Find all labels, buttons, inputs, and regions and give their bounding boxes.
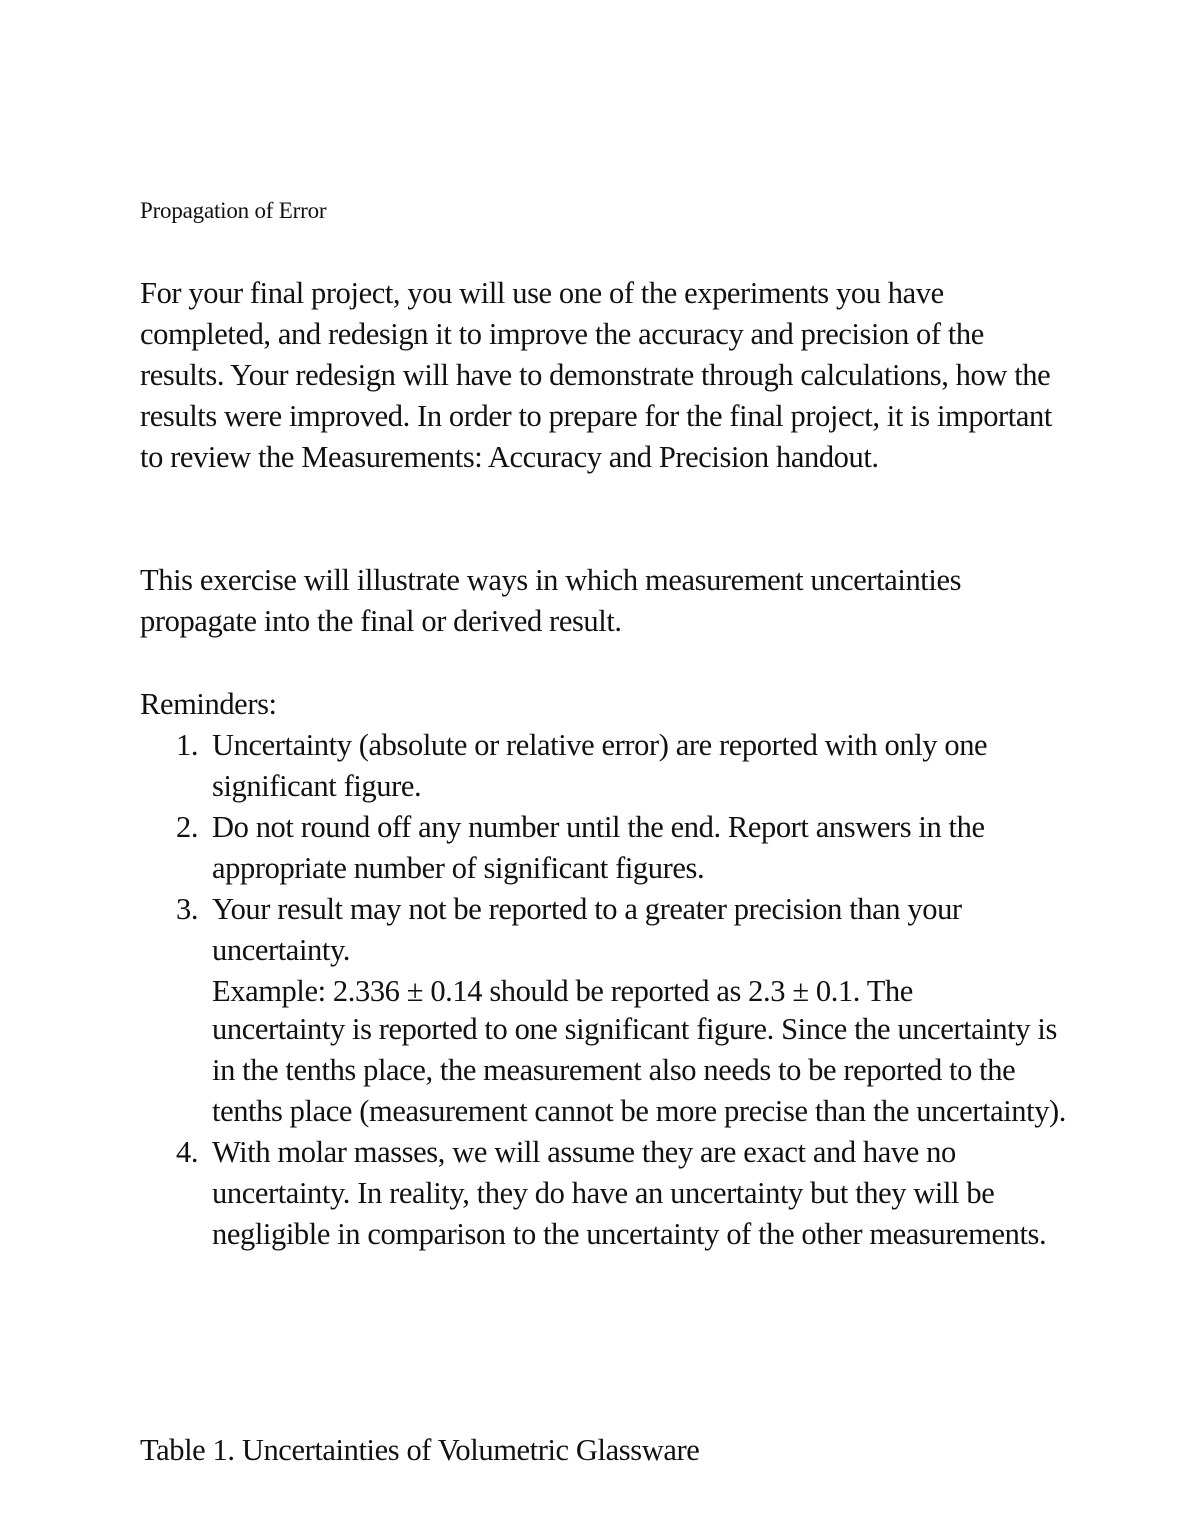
list-item-number: 2. xyxy=(176,810,199,844)
list-item-number: 4. xyxy=(176,1135,199,1169)
reminders-list xyxy=(140,725,1080,1255)
list-item xyxy=(140,725,1080,807)
list-item xyxy=(140,807,1080,889)
list-item-text: Your result may not be reported to a greater precision than your uncertainty. xyxy=(212,892,962,967)
list-item-text: With molar masses, we will assume they are exact and have no uncertainty. In reality, they do have an uncertainty but they will be negligible in comparison to the uncertainty of the other measurements. xyxy=(212,1135,1047,1251)
exercise-paragraph: This exercise will illustrate ways in which measurement uncertainties propagate into the final or derived result. xyxy=(140,563,962,638)
list-item xyxy=(140,1132,1080,1255)
list-item-text: Uncertainty (absolute or relative error) are reported with only one significant figure. xyxy=(212,728,988,803)
reminders-heading: Reminders: xyxy=(140,687,277,721)
example-continuation: uncertainty is reported to one significant figure. Since the uncertainty is in the tenths place, the measurement also needs to be reported to the tenths place (measurement cannot be more precise than the uncertainty). xyxy=(212,1012,1067,1128)
intro-paragraph: For your final project, you will use one of the experiments you have completed, and redesign it to improve the accuracy and precision of the results. Your redesign will have to demonstrate through calculations, how the results were improved. In order to prepare for the final project, it is important to review the Measurements: Accuracy and Precision handout. xyxy=(140,276,1052,474)
list-item-text: Do not round off any number until the end. Report answers in the appropriate number of significant figures. xyxy=(212,810,985,885)
document-title: Propagation of Error xyxy=(140,198,327,223)
table-caption: Table 1. Uncertainties of Volumetric Glassware xyxy=(140,1433,700,1467)
list-item-number: 3. xyxy=(176,892,199,926)
example-first-line: Example: 2.336 ± 0.14 should be reported as 2.3 ± 0.1. The xyxy=(212,974,913,1008)
list-item xyxy=(140,889,1080,1132)
list-item-number: 1. xyxy=(176,728,199,762)
